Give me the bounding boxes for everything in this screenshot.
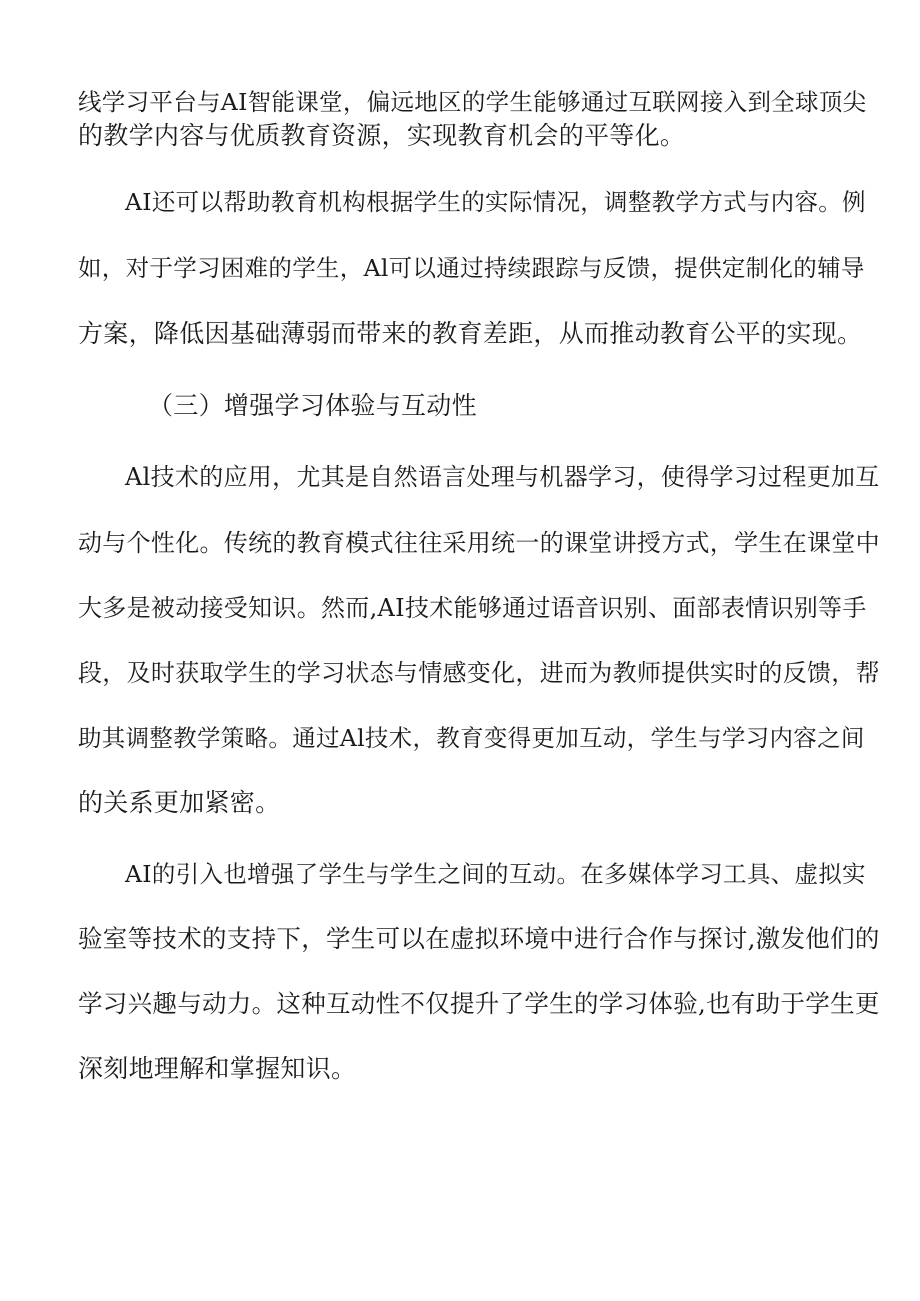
paragraph-1-line-1: 线学习平台与AI智能课堂，偏远地区的学生能够通过互联网接入到全球顶尖 [78, 88, 867, 116]
paragraph-3-line-4: 段，及时获取学生的学习状态与情感变化，进而为教师提供实时的反馈，帮 [78, 659, 880, 687]
paragraph-3-line-6: 的关系更加紧密。 [78, 788, 281, 817]
paragraph-4-line-2: 验室等技术的支持下，学生可以在虚拟环境中进行合作与探讨,激发他们的 [78, 924, 880, 953]
paragraph-2-line-2: 如，对于学习困难的学生，Al可以通过持续跟踪与反馈，提供定制化的辅导 [78, 254, 865, 282]
paragraph-3-line-2: 动与个性化。传统的教育模式往往采用统一的课堂讲授方式，学生在课堂中 [78, 529, 880, 557]
paragraph-4-line-4: 深刻地理解和掌握知识。 [78, 1054, 357, 1083]
paragraph-3-line-3: 大多是被动接受知识。然而,AI技术能够通过语音识别、面部表情识别等手 [78, 594, 867, 622]
paragraph-3-line-5: 助其调整教学策略。通过Al技术，教育变得更加互动，学生与学习内容之间 [78, 724, 865, 752]
paragraph-3-line-1: Al技术的应用，尤其是自然语言处理与机器学习，使得学习过程更加互 [125, 463, 880, 491]
paragraph-2-line-1: AI还可以帮助教育机构根据学生的实际情况，调整教学方式与内容。例 [125, 188, 866, 216]
paragraph-1-line-2: 的教学内容与优质教育资源，实现教育机会的平等化。 [78, 121, 686, 150]
section-heading: （三）增强学习体验与互动性 [148, 391, 477, 420]
paragraph-4-line-3: 学习兴趣与动力。这种互动性不仅提升了学生的学习体验,也有助于学生更 [78, 989, 880, 1018]
paragraph-4-line-1: AI的引入也增强了学生与学生之间的互动。在多媒体学习工具、虚拟实 [125, 860, 866, 888]
paragraph-2-line-3: 方案，降低因基础薄弱而带来的教育差距，从而推动教育公平的实现。 [78, 319, 863, 348]
